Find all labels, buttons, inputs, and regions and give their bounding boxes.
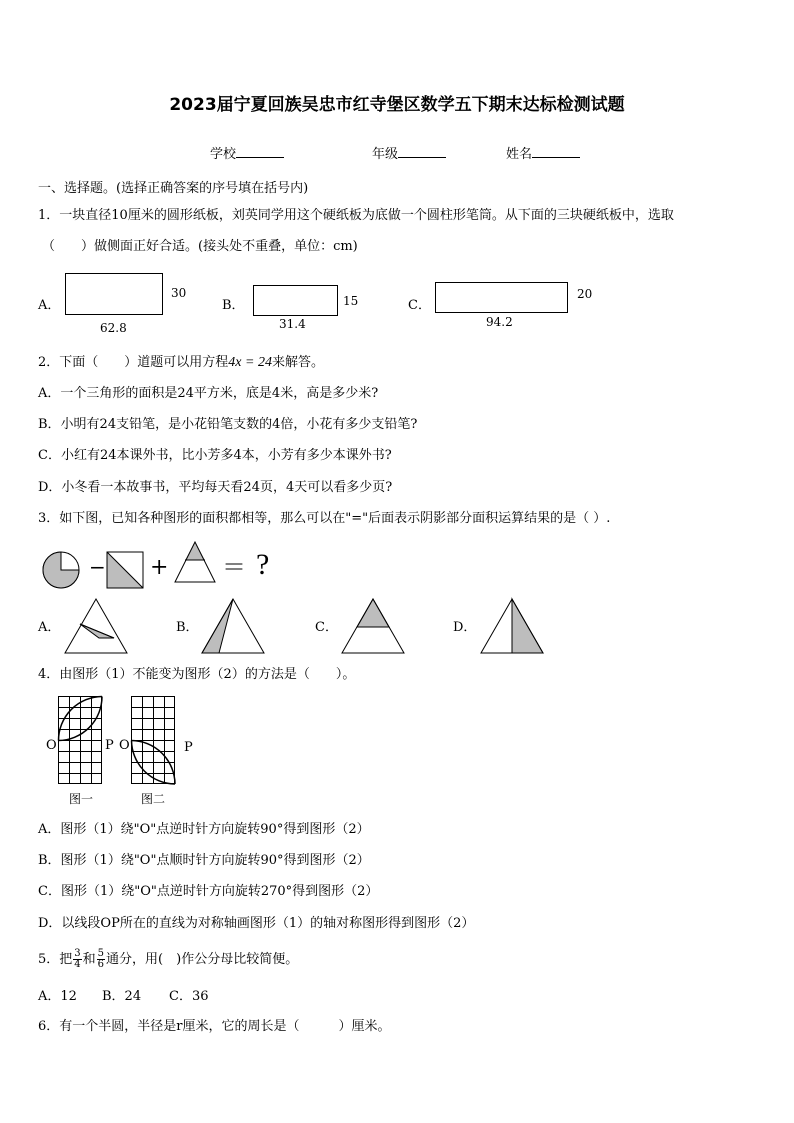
q3-plus-sign: + bbox=[150, 555, 169, 580]
q1-option-a-height: 30 bbox=[171, 286, 187, 300]
school-label: 学校 bbox=[210, 147, 237, 162]
section-heading: 一、选择题。(选择正确答案的序号填在括号内) bbox=[38, 181, 309, 196]
q2-option-a: A．一个三角形的面积是24平方米，底是4米，高是多少米? bbox=[38, 386, 379, 401]
q1-option-a-label: A． bbox=[38, 298, 61, 313]
q5-frac1-numerator: 3 bbox=[74, 948, 81, 959]
q5-frac2-denominator: 6 bbox=[97, 959, 105, 970]
q4-fig1-caption: 图一 bbox=[69, 792, 94, 806]
q2-stem bbox=[38, 356, 324, 370]
q4-option-d: D．以线段OP所在的直线为对称轴画图形（1）的轴对称图形得到图形（2） bbox=[38, 916, 475, 931]
q1-option-a-width: 62.8 bbox=[100, 321, 127, 335]
q5-and: 和 bbox=[82, 952, 96, 967]
q3-option-a-figure bbox=[64, 597, 128, 655]
q3-equals-sign: ＝ bbox=[222, 553, 246, 581]
q3-option-a-label: A． bbox=[38, 620, 61, 635]
q2-equation: 4x = 24 bbox=[228, 355, 272, 370]
trapezoid-triangle-shape-icon bbox=[175, 542, 215, 582]
q1-option-b-width: 31.4 bbox=[279, 317, 306, 331]
q5-frac1-denominator: 4 bbox=[74, 959, 81, 970]
grade-blank[interactable] bbox=[398, 145, 446, 158]
q3-option-b-label: B． bbox=[176, 620, 199, 635]
q1-option-b-rect bbox=[253, 285, 338, 316]
q5-fraction-1 bbox=[73, 949, 81, 970]
q2-stem-end: 来解答。 bbox=[271, 355, 324, 370]
q3-option-b-figure bbox=[201, 597, 265, 655]
school-field bbox=[210, 143, 284, 162]
q4-option-a: A．图形（1）绕"O"点逆时针方向旋转90°得到图形（2） bbox=[38, 822, 370, 837]
q1-option-a-rect bbox=[65, 273, 163, 315]
q5-frac2-numerator: 5 bbox=[97, 948, 105, 959]
q1-option-c-height: 20 bbox=[577, 287, 593, 301]
q1-stem-line1: 1．一块直径10厘米的圆形纸板，刘英同学用这个硬纸板为底做一个圆柱形笔筒。从下面的三块硬纸板中，选取 bbox=[38, 208, 674, 223]
q4-stem: 4．由图形（1）不能变为图形（2）的方法是（ ）。 bbox=[38, 667, 356, 682]
q4-figure-one-grid bbox=[58, 696, 102, 784]
circle-shape-icon bbox=[43, 552, 79, 588]
q5-option-c: C．36 bbox=[169, 989, 209, 1004]
name-label: 姓名 bbox=[506, 147, 533, 162]
q1-option-c-rect bbox=[435, 282, 568, 313]
name-field bbox=[506, 143, 580, 162]
q2-option-c: C．小红有24本课外书，比小芳多4本，小芳有多少本课外书? bbox=[38, 448, 392, 463]
q4-option-b: B．图形（1）绕"O"点顺时针方向旋转90°得到图形（2） bbox=[38, 853, 370, 868]
q6-stem: 6．有一个半圆，半径是r厘米，它的周长是（ ）厘米。 bbox=[38, 1019, 391, 1034]
grade-field bbox=[372, 143, 446, 162]
q4-fig2-label-p: P bbox=[184, 740, 193, 755]
q4-option-c: C．图形（1）绕"O"点逆时针方向旋转270°得到图形（2） bbox=[38, 884, 379, 899]
q3-question-mark: ? bbox=[256, 548, 270, 581]
q2-option-b: B．小明有24支铅笔，是小花铅笔支数的4倍，小花有多少支铅笔? bbox=[38, 417, 418, 432]
q3-option-c-figure bbox=[341, 597, 405, 655]
q3-option-c-label: C． bbox=[315, 620, 338, 635]
q4-fig2-caption: 图二 bbox=[141, 792, 166, 806]
page-title: 2023届宁夏回族吴忠市红寺堡区数学五下期末达标检测试题 bbox=[169, 95, 625, 115]
q1-stem-line2: （ ）做侧面正好合适。(接头处不重叠，单位：cm) bbox=[42, 239, 358, 254]
q3-stem: 3．如下图，已知各种图形的面积都相等，那么可以在"="后面表示阴影部分面积运算结果的是（ ）. bbox=[38, 511, 611, 526]
q5-stem-end: 通分，用( )作公分母比较简便。 bbox=[106, 952, 299, 967]
q1-option-b-label: B． bbox=[222, 298, 245, 313]
name-blank[interactable] bbox=[532, 145, 580, 158]
q2-option-d: D．小冬看一本故事书，平均每天看24页，4天可以看多少页? bbox=[38, 480, 393, 495]
school-blank[interactable] bbox=[236, 145, 284, 158]
q3-option-d-figure bbox=[480, 597, 544, 655]
q5-option-b: B．24 bbox=[102, 989, 142, 1004]
q1-option-c-label: C． bbox=[408, 298, 431, 313]
q4-fig1-label-p: P bbox=[105, 738, 114, 753]
q5-stem bbox=[38, 945, 298, 975]
q5-fraction-2 bbox=[97, 949, 105, 970]
square-shape-icon bbox=[107, 552, 143, 588]
grade-label: 年级 bbox=[372, 147, 399, 162]
q5-option-a: A．12 bbox=[38, 989, 77, 1004]
q4-figure-two-grid bbox=[131, 696, 175, 784]
q4-fig1-label-o: O bbox=[46, 738, 57, 753]
q5-stem-start: 5．把 bbox=[38, 952, 73, 967]
q1-option-b-height: 15 bbox=[343, 294, 359, 308]
q4-fig2-label-o: O bbox=[119, 738, 130, 753]
q2-stem-text: 2．下面（ ）道题可以用方程 bbox=[38, 355, 229, 370]
q3-minus-sign: − bbox=[89, 555, 106, 579]
q1-option-c-width: 94.2 bbox=[486, 315, 513, 329]
q3-option-d-label: D． bbox=[453, 620, 477, 635]
